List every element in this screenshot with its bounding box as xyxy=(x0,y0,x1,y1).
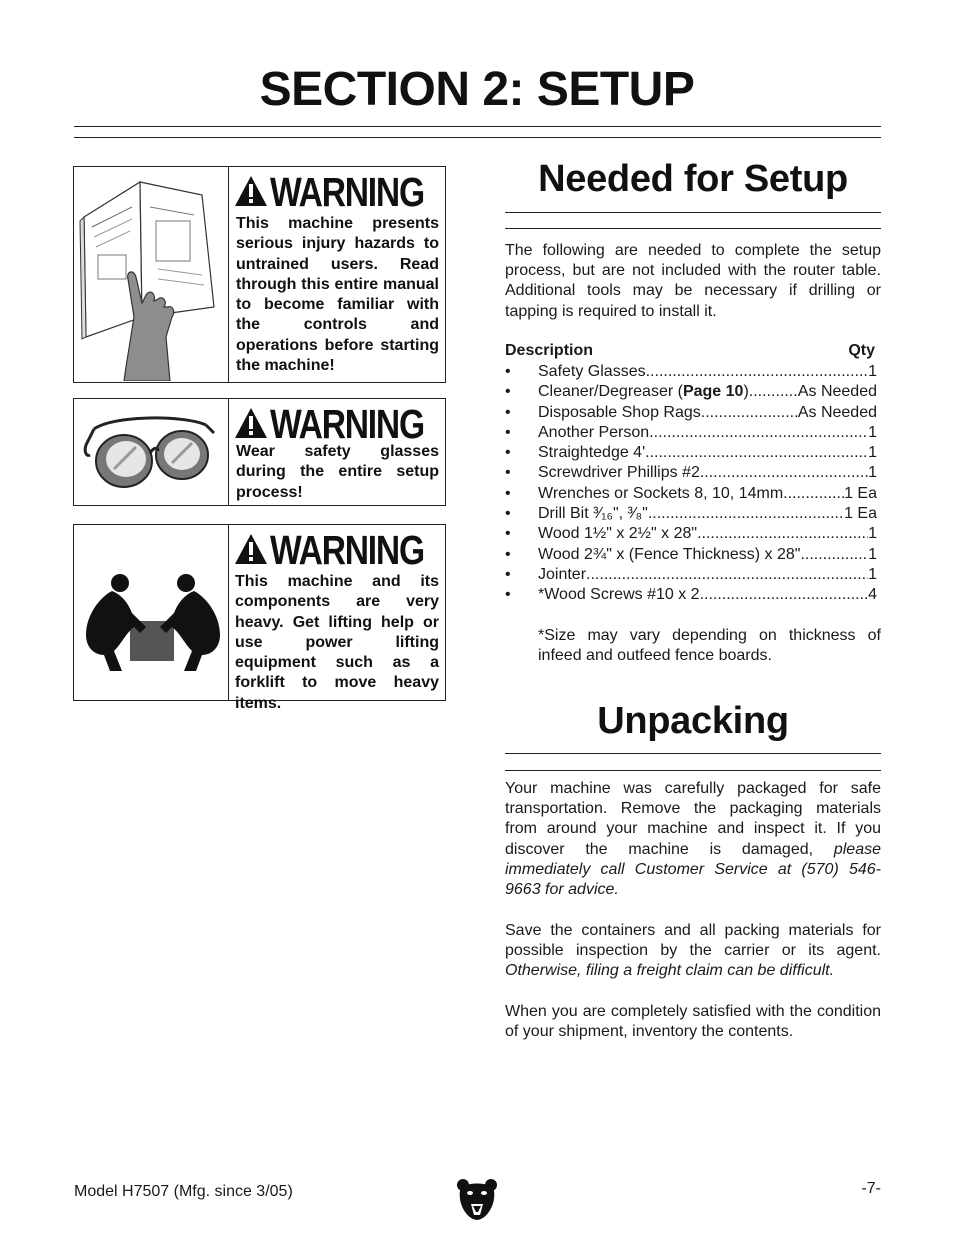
warning-heading: WARNING xyxy=(270,527,424,573)
warning-triangle-icon xyxy=(234,407,268,439)
warning-heading: WARNING xyxy=(270,401,424,447)
section-title: SECTION 2: SETUP xyxy=(259,63,695,116)
two-person-lifting-illustration xyxy=(74,525,229,700)
list-item: • Cleaner/Degreaser (Page 10) ..... As Needed xyxy=(505,382,877,402)
warning-box-manual xyxy=(73,166,446,383)
list-item: • Wrenches or Sockets 8, 10, 14mm ..... 1 Ea xyxy=(505,484,877,504)
warning-text: Wear safety glasses during the entire setup process! xyxy=(236,443,439,501)
warning-header-2 xyxy=(234,403,444,445)
list-item: • Disposable Shop Rags ..... As Needed xyxy=(505,403,877,423)
warning-header-3 xyxy=(234,529,444,571)
needed-intro: The following are needed to complete the setup process, but are not included with the router table. Additional tools may be necessary if drilling or tapping is required to install it. xyxy=(505,242,881,320)
unpacking-heading: Unpacking xyxy=(597,700,789,742)
warning-triangle-icon xyxy=(234,533,268,565)
warning-box-glasses xyxy=(73,398,446,506)
unpacking-paragraph-3: When you are completely satisfied with the condition of your shipment, inventory the contents. xyxy=(505,1003,881,1041)
list-item: • Straightedge 4' ..... 1 xyxy=(505,443,877,463)
list-item: • Jointer ..... 1 xyxy=(505,565,877,585)
page-reference: Page 10 xyxy=(682,383,744,401)
unpacking-paragraph-1: Your machine was carefully packaged for safe transportation. Remove the packaging materials from around your machine and inspect it. If you discover the machine is damaged, please immediately call Customer Service at (570) 546-9663 for advice. xyxy=(505,780,881,899)
title-rule-bottom xyxy=(74,137,881,138)
list-item: • Drill Bit ³⁄₁₆", ³⁄₈" ..... 1 Ea xyxy=(505,504,877,524)
warning-box-lifting xyxy=(73,524,446,712)
needed-items-list xyxy=(505,362,877,606)
items-header xyxy=(505,342,875,360)
list-item: • Safety Glasses ..... 1 xyxy=(505,362,877,382)
warning-triangle-icon xyxy=(234,175,268,207)
needed-heading: Needed for Setup xyxy=(538,158,848,200)
list-item: • *Wood Screws #10 x 2 ..... 4 xyxy=(505,585,877,605)
unpacking-rule-top xyxy=(505,753,881,754)
col-description: Description xyxy=(505,342,594,359)
col-qty: Qty xyxy=(848,342,875,359)
page-number: -7- xyxy=(861,1180,881,1197)
warning-text: This machine presents serious injury hazards to untrained users. Read through this entire manual to become familiar with the controls and operations before starting the machine! xyxy=(236,215,439,375)
size-note: *Size may vary depending on thickness of infeed and outfeed fence boards. xyxy=(538,627,881,665)
list-item: • Screwdriver Phillips #2 ..... 1 xyxy=(505,463,877,483)
title-rule-top xyxy=(74,126,881,127)
manual-reading-illustration xyxy=(74,167,229,382)
footer-model: Model H7507 (Mfg. since 3/05) xyxy=(74,1183,293,1200)
list-item: • Wood 2¾" x (Fence Thickness) x 28" ..... 1 xyxy=(505,545,877,565)
unpacking-rule-bottom xyxy=(505,770,881,771)
warning-text: This machine and its components are very heavy. Get lifting help or use power lifting equipment such as a forklift to move heavy items. xyxy=(235,573,439,712)
needed-rule-top xyxy=(505,212,881,213)
needed-rule-bottom xyxy=(505,228,881,229)
warning-heading: WARNING xyxy=(270,169,424,215)
safety-glasses-illustration xyxy=(74,399,229,505)
list-item: • Another Person ..... 1 xyxy=(505,423,877,443)
list-item: • Wood 1½" x 2½" x 28" ..... 1 xyxy=(505,524,877,544)
unpacking-paragraph-2: Save the containers and all packing materials for possible inspection by the carrier or its agent. Otherwise, filing a freight claim can be difficult. xyxy=(505,922,881,980)
bear-logo-icon xyxy=(456,1177,498,1221)
warning-header-1 xyxy=(234,171,444,213)
